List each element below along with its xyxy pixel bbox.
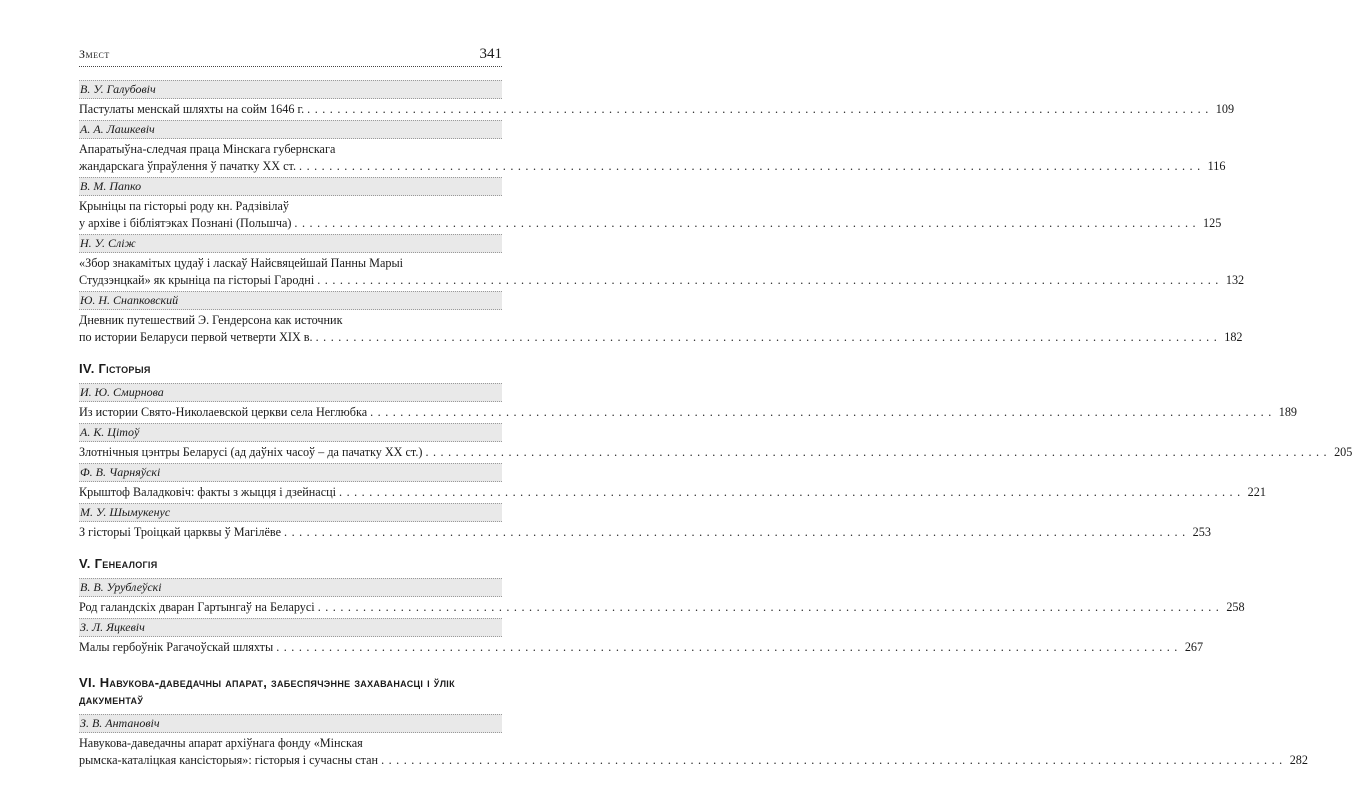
entry-author: Н. У. Сліж bbox=[79, 234, 502, 253]
toc-entry bbox=[79, 524, 1211, 541]
dot-leader: ........................................................................................................................ bbox=[299, 159, 1205, 173]
entry-author: А. А. Лашкевіч bbox=[79, 120, 502, 139]
entry-page-number: 109 bbox=[1215, 102, 1235, 116]
entry-title-line: Крыніцы па гісторыі роду кн. Радзівілаў bbox=[79, 199, 290, 213]
entry-title-text: Пастулаты менскай шляхты на сойм 1646 г. bbox=[79, 102, 305, 116]
dot-leader: ........................................................................................................................ bbox=[284, 525, 1190, 539]
table-of-contents bbox=[79, 80, 1352, 771]
entry-title-last-line bbox=[79, 484, 1266, 501]
entry-author: А. К. Цітоў bbox=[79, 423, 502, 442]
section-title: V. Генеалогія bbox=[79, 556, 158, 571]
entry-author: М. У. Шымукенус bbox=[79, 503, 502, 522]
dot-leader: ........................................................................................................................ bbox=[381, 753, 1287, 767]
toc-entry bbox=[79, 198, 1222, 232]
entry-title-last-line bbox=[79, 215, 1222, 232]
entry-page-number: 258 bbox=[1226, 600, 1245, 614]
entry-page-number: 116 bbox=[1207, 159, 1226, 173]
entry-title-text: Из истории Свято-Николаевской церкви села Неглюбка bbox=[79, 405, 368, 419]
entry-author: В. У. Галубовіч bbox=[79, 80, 502, 99]
entry-title-text: рымска-каталіцкая кансісторыя»: гісторыя і сучасны стан bbox=[79, 753, 379, 767]
entry-title-last-line bbox=[79, 524, 1211, 541]
dot-leader: ........................................................................................................................ bbox=[317, 273, 1223, 287]
entry-page-number: 189 bbox=[1278, 405, 1298, 419]
dot-leader: ........................................................................................................................ bbox=[315, 330, 1222, 344]
toc-entry bbox=[79, 484, 1266, 501]
entry-title-last-line bbox=[79, 101, 1235, 118]
entry-title-text: у архіве і бібліятэках Познані (Польшча) bbox=[79, 216, 292, 230]
header-title: Змест bbox=[79, 47, 110, 61]
toc-entry bbox=[79, 599, 1245, 616]
toc-entry bbox=[79, 101, 1235, 118]
entry-page-number: 221 bbox=[1247, 485, 1266, 499]
entry-title-text: по истории Беларуси первой четверти XIX в. bbox=[79, 330, 313, 344]
entry-title-line: Апаратыўна-следчая праца Мінскага губернскага bbox=[79, 142, 336, 156]
running-header bbox=[79, 44, 502, 67]
dot-leader: ........................................................................................................................ bbox=[425, 445, 1332, 459]
entry-title-text: Малы гербоўнік Рагачоўскай шляхты bbox=[79, 640, 274, 654]
entry-page-number: 132 bbox=[1225, 273, 1245, 287]
entry-title-text: Род галандскіх дваран Гартынгаў на Беларусі bbox=[79, 600, 315, 614]
entry-title-last-line bbox=[79, 329, 1243, 346]
entry-author: В. В. Урублеўскі bbox=[79, 578, 502, 597]
entry-author: В. М. Папко bbox=[79, 177, 502, 196]
entry-title-text: Крыштоф Валадковіч: факты з жыцця і дзейнасці bbox=[79, 485, 337, 499]
entry-title-last-line bbox=[79, 639, 1204, 656]
entry-author: Ф. В. Чарняўскі bbox=[79, 463, 502, 482]
page-number: 341 bbox=[479, 46, 502, 62]
toc-entry bbox=[79, 444, 1352, 461]
dot-leader: ........................................................................................................................ bbox=[317, 600, 1224, 614]
entry-author: Ю. Н. Снапковский bbox=[79, 291, 502, 310]
entry-title-line: Дневник путешествий Э. Гендерсона как источник bbox=[79, 313, 343, 327]
entry-title-last-line bbox=[79, 158, 1226, 175]
entry-title-last-line bbox=[79, 272, 1245, 289]
toc-entry bbox=[79, 141, 1226, 175]
toc-entry bbox=[79, 404, 1298, 421]
entry-page-number: 282 bbox=[1289, 753, 1308, 767]
entry-title-last-line bbox=[79, 444, 1352, 461]
toc-entry bbox=[79, 312, 1243, 346]
entry-title-last-line bbox=[79, 752, 1308, 769]
section-title: IV. Гісторыя bbox=[79, 361, 151, 376]
entry-page-number: 205 bbox=[1334, 445, 1352, 459]
dot-leader: ........................................................................................................................ bbox=[370, 405, 1276, 419]
entry-page-number: 125 bbox=[1203, 216, 1222, 230]
dot-leader: ........................................................................................................................ bbox=[339, 485, 1245, 499]
dot-leader: ........................................................................................................................ bbox=[276, 640, 1182, 654]
entry-page-number: 253 bbox=[1192, 525, 1211, 539]
dot-leader: ........................................................................................................................ bbox=[294, 216, 1201, 230]
toc-entry bbox=[79, 255, 1245, 289]
entry-title-last-line bbox=[79, 599, 1245, 616]
dot-leader: ........................................................................................................................ bbox=[307, 102, 1213, 116]
entry-title-line: «Збор знакамітых цудаў і ласкаў Найсвяцейшай Панны Марыі bbox=[79, 256, 404, 270]
entry-page-number: 267 bbox=[1184, 640, 1204, 654]
entry-title-line: Навукова-даведачны апарат архіўнага фонду «Мінская bbox=[79, 736, 363, 750]
toc-entry bbox=[79, 735, 1308, 769]
entry-title-text: Злотнічныя цэнтры Беларусі (ад даўніх часоў – да пачатку ХХ ст.) bbox=[79, 445, 423, 459]
entry-author: З. Л. Яцкевіч bbox=[79, 618, 502, 637]
entry-title-text: З гісторыі Троіцкай царквы ў Магілёве bbox=[79, 525, 282, 539]
entry-author: И. Ю. Смирнова bbox=[79, 383, 502, 402]
entry-title-last-line bbox=[79, 404, 1298, 421]
toc-entry bbox=[79, 639, 1204, 656]
section-title: VI. Навукова-даведачны апарат, забеспячэнне захаванасці і ўлік дакументаў bbox=[79, 675, 455, 707]
entry-title-text: жандарскага ўпраўлення ў пачатку ХХ ст. bbox=[79, 159, 297, 173]
entry-author: З. В. Антановіч bbox=[79, 714, 502, 733]
entry-title-text: Студзэнцкай» як крыніца па гісторыі Гародні bbox=[79, 273, 315, 287]
entry-page-number: 182 bbox=[1224, 330, 1243, 344]
